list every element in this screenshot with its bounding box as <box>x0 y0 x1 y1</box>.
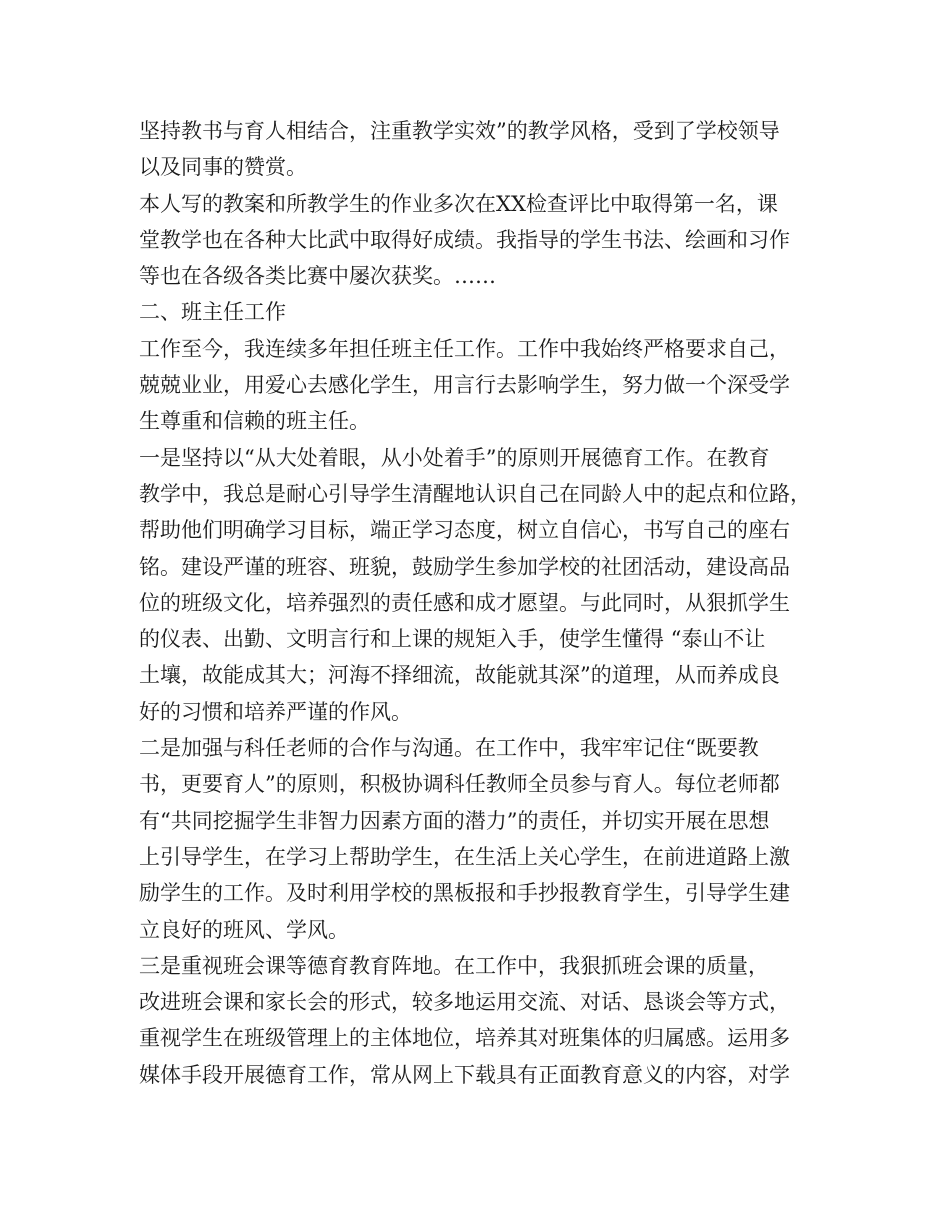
text-line-13: 铭。建设严谨的班容、班貌，鼓励学生参加学校的社团活动，建设高品 <box>139 554 790 579</box>
text-line-19: 书，更要育人”的原则，积极协调科任教师全员参与育人。每位老师都 <box>139 772 780 797</box>
text-line-5: 等也在各级各类比赛中屡次获奖。…… <box>139 264 496 289</box>
section-heading-class-teacher-work: 二、班主任工作 <box>139 300 286 325</box>
text-line-23: 立良好的班风、学风。 <box>139 917 349 942</box>
text-line-9: 生尊重和信赖的班主任。 <box>139 409 370 434</box>
text-line-2: 以及同事的赞赏。 <box>139 155 307 180</box>
text-line-3: 本人写的教案和所教学生的作业多次在XX检查评比中取得第一名，课 <box>139 191 778 216</box>
text-line-21: 上引导学生，在学习上帮助学生，在生活上关心学生，在前进道路上激 <box>139 844 790 869</box>
text-line-8: 兢兢业业，用爱心去感化学生，用言行去影响学生，努力做一个深受学 <box>139 373 790 398</box>
text-line-16: 土壤，故能成其大；河海不择细流，故能就其深”的道理，从而养成良 <box>139 663 780 688</box>
text-line-26: 重视学生在班级管理上的主体地位，培养其对班集体的归属感。运用多 <box>139 1026 790 1051</box>
text-line-18: 二是加强与科任老师的合作与沟通。在工作中，我牢牢记住“既要教 <box>139 736 759 761</box>
text-line-4: 堂教学也在各种大比武中取得好成绩。我指导的学生书法、绘画和习作 <box>139 227 790 252</box>
text-line-1: 坚持教书与育人相结合，注重教学实效”的教学风格，受到了学校领导 <box>139 119 780 143</box>
text-line-11: 教学中，我总是耐心引导学生清醒地认识自己在同龄人中的起点和位路， <box>139 481 811 506</box>
text-line-10: 一是坚持以“从大处着眼，从小处着手”的原则开展德育工作。在教育 <box>139 445 770 470</box>
text-line-15: 的仪表、出勤、文明言行和上课的规矩入手，使学生懂得 “泰山不让 <box>139 627 766 652</box>
text-line-24: 三是重视班会课等德育教育阵地。在工作中，我狠抓班会课的质量， <box>139 953 769 978</box>
text-line-20: 有“共同挖掘学生非智力因素方面的潜力”的责任，并切实开展在思想 <box>139 808 770 833</box>
text-line-17: 好的习惯和培养严谨的作风。 <box>139 699 412 724</box>
text-line-27: 媒体手段开展德育工作，常从网上下载具有正面教育意义的内容，对学 <box>139 1062 790 1087</box>
document-body <box>139 113 829 1093</box>
text-line-7: 工作至今，我连续多年担任班主任工作。工作中我始终严格要求自己， <box>139 336 790 361</box>
text-line-14: 位的班级文化，培养强烈的责任感和成才愿望。与此同时，从狠抓学生 <box>139 590 790 615</box>
text-line-25: 改进班会课和家长会的形式，较多地运用交流、对话、恳谈会等方式， <box>139 990 790 1015</box>
text-line-12: 帮助他们明确学习目标，端正学习态度，树立自信心，书写自己的座右 <box>139 518 790 543</box>
text-line-22: 励学生的工作。及时利用学校的黑板报和手抄报教育学生，引导学生建 <box>139 881 790 906</box>
